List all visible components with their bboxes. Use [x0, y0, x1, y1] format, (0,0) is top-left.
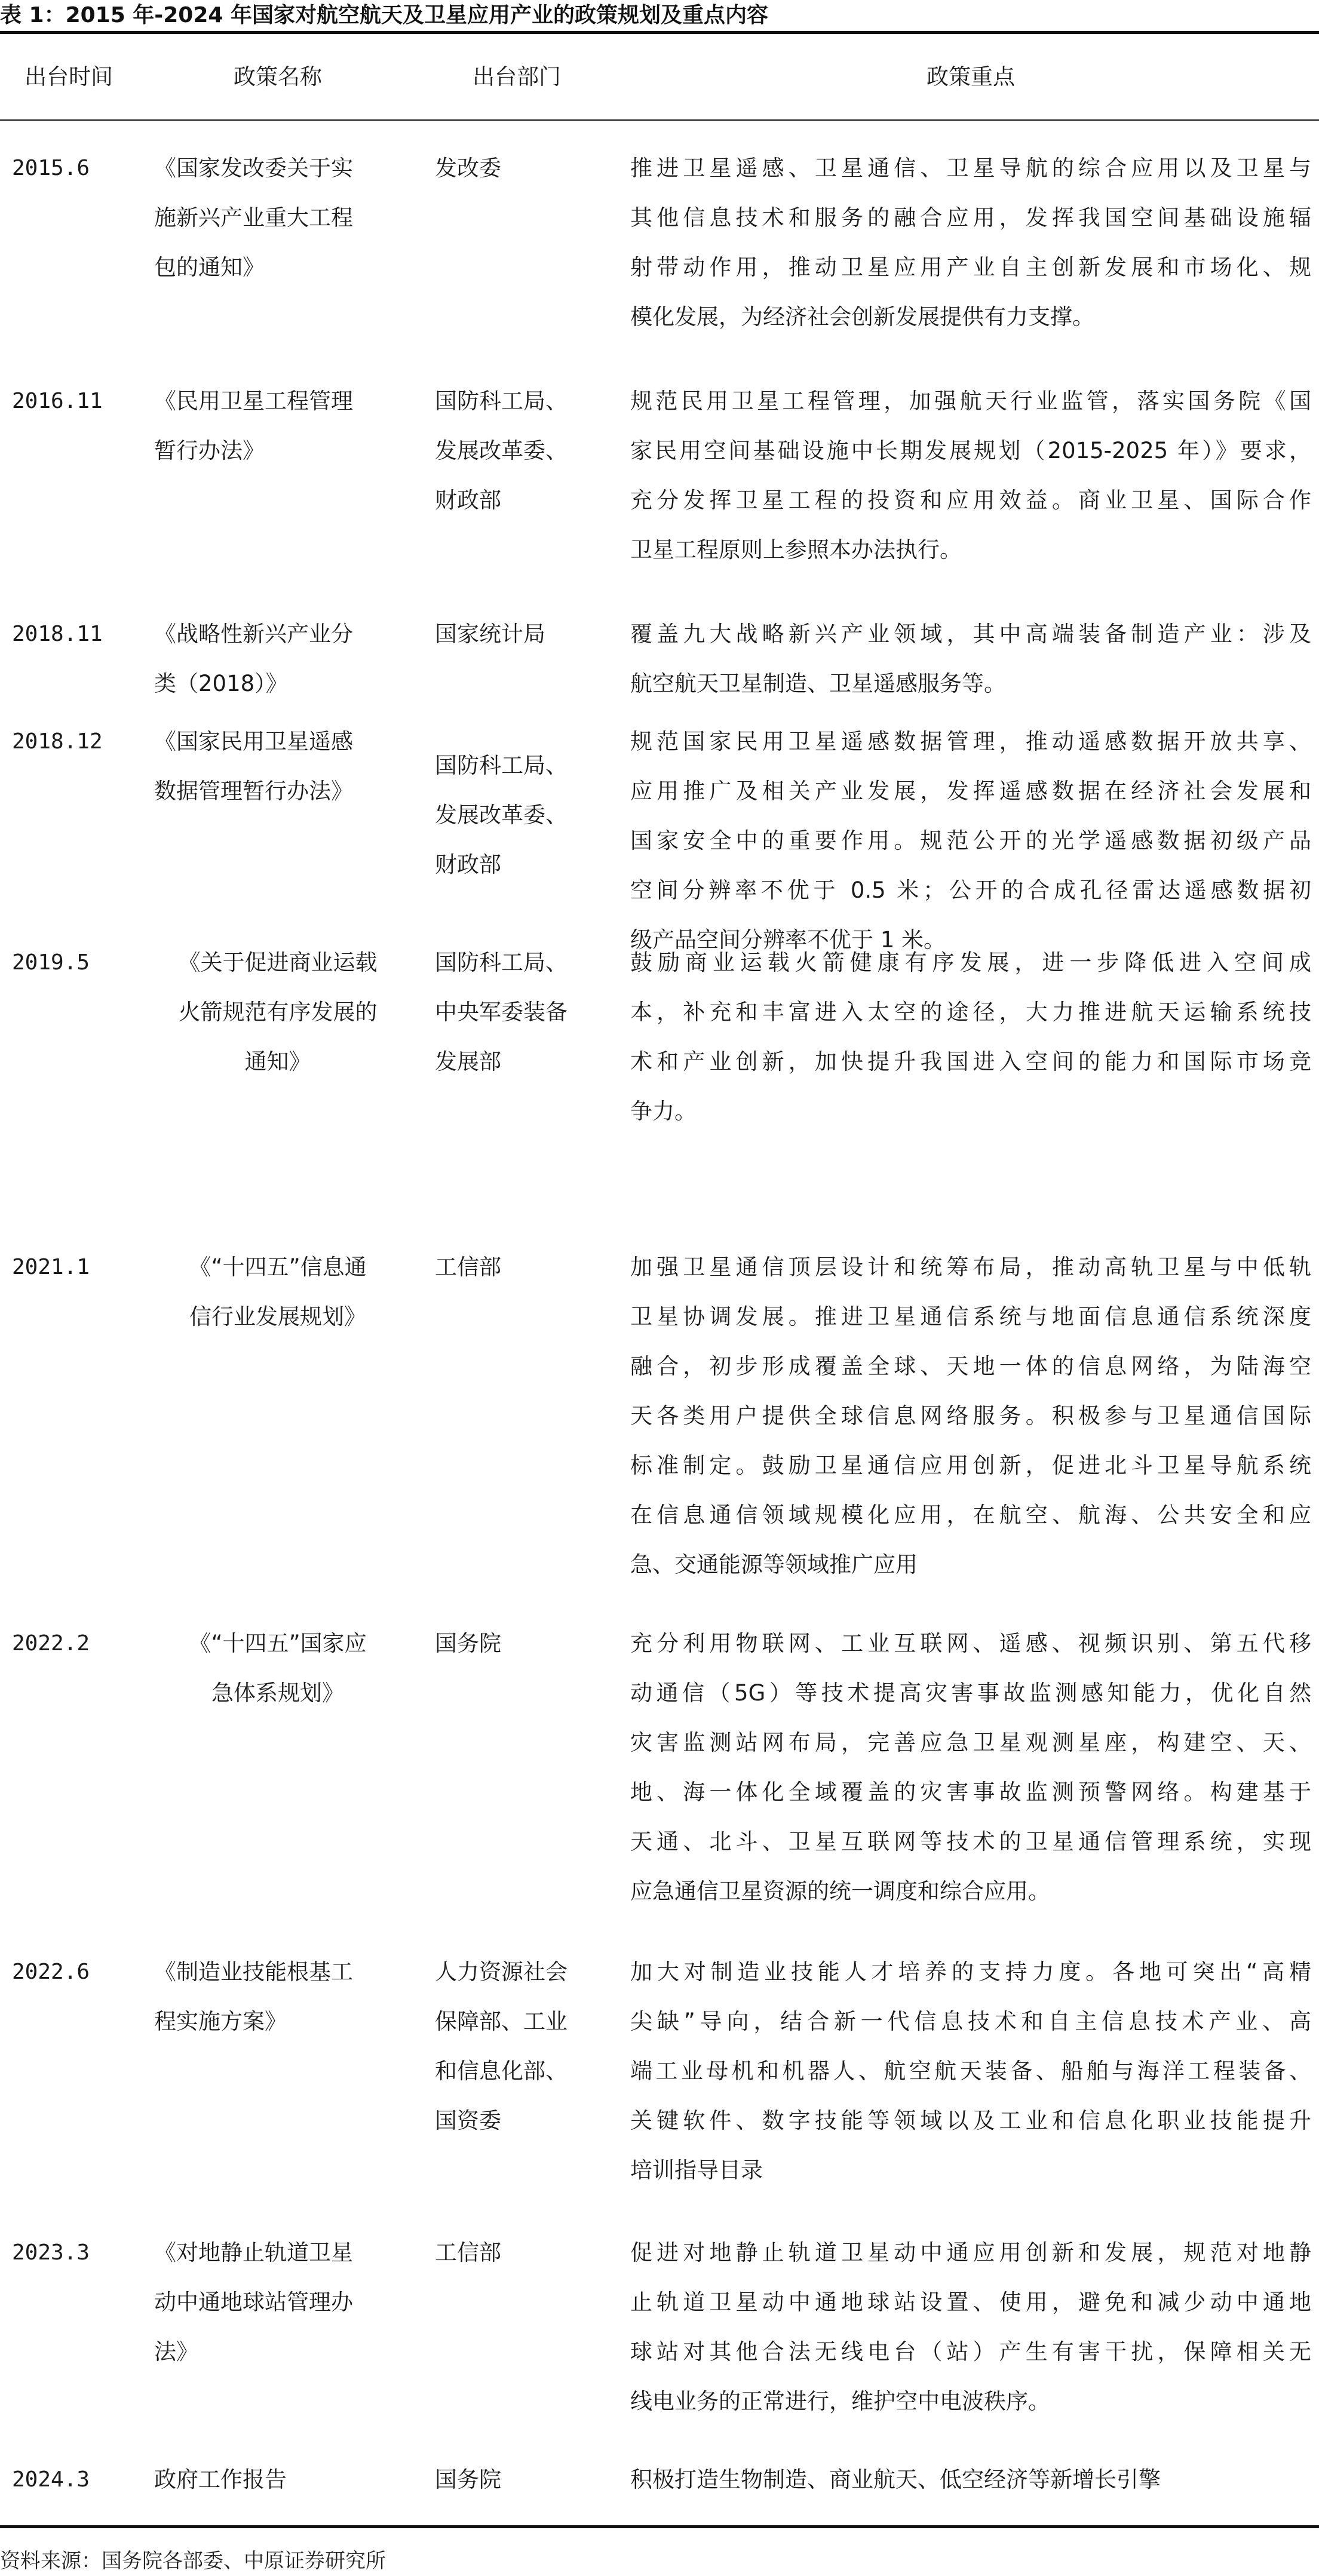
policy-key-line: 端工业母机和机器人、航空航天装备、船舶与海洋工程装备、 [630, 2058, 1311, 2084]
policy-name-line: 通知》 [244, 1049, 311, 1074]
policy-name-line: 《民用卫星工程管理 [154, 388, 353, 414]
policy-date: 2016.11 [12, 389, 103, 413]
policy-department [435, 938, 614, 1086]
policy-key-line: 急、交通能源等领域推广应用 [630, 1552, 918, 1577]
policy-key-line: 促进对地静止轨道卫星动中通应用创新和发展，规范对地静 [630, 2240, 1311, 2265]
bottom-rule [0, 2525, 1319, 2528]
policy-name-line: 急体系规划》 [211, 1680, 344, 1706]
policy-key-line: 培训指导目录 [630, 2157, 763, 2183]
policy-key-line: 应用推广及相关产业发展，发挥遥感数据在经济社会发展和 [630, 778, 1311, 804]
header-date: 出台时间 [24, 64, 113, 90]
policy-department-line: 国防科工局、 [435, 753, 568, 778]
policy-key-points [630, 1947, 1311, 2195]
policy-key-points [630, 1242, 1311, 1589]
policy-department [435, 2228, 614, 2277]
policy-key-points [630, 376, 1311, 575]
policy-name-line: 《制造业技能根基工 [154, 1959, 353, 1985]
policy-department-line: 保障部、工业 [435, 2009, 568, 2034]
policy-name-line: 程实施方案》 [154, 2009, 287, 2034]
policy-department-line: 人力资源社会 [435, 1959, 568, 1985]
policy-key-line: 灾害监测站网布局，完善应急卫星观测星座，构建空、天、 [630, 1730, 1311, 1755]
policy-name [154, 2228, 393, 2377]
policy-name-line: 信行业发展规划》 [189, 1304, 366, 1330]
policy-department-line: 国资委 [435, 2108, 501, 2133]
policy-key-line: 止轨道卫星动中通地球站设置、使用，避免和减少动中通地 [630, 2289, 1311, 2315]
policy-department-line: 财政部 [435, 487, 501, 513]
policy-name-line: 施新兴产业重大工程 [154, 205, 353, 231]
policy-key-points [630, 938, 1311, 1136]
policy-date: 2021.1 [12, 1255, 90, 1279]
policy-key-points [630, 609, 1311, 708]
policy-key-line: 级产品空间分辨率不优于 1 米。 [630, 927, 946, 953]
policy-key-line: 标准制定。鼓励卫星通信应用创新，促进北斗卫星导航系统 [630, 1453, 1311, 1478]
policy-key-line: 术和产业创新，加快提升我国进入空间的能力和国际市场竞 [630, 1049, 1311, 1074]
policy-department-line: 工信部 [435, 2240, 501, 2265]
policy-key-line: 线电业务的正常进行，维护空中电波秩序。 [630, 2388, 1050, 2414]
header-name: 政策名称 [234, 64, 322, 90]
policy-key-line: 鼓励商业运载火箭健康有序发展，进一步降低进入空间成 [630, 950, 1311, 975]
policy-key-line: 模化发展，为经济社会创新发展提供有力支撑。 [630, 304, 1094, 330]
policy-key-line: 加大对制造业技能人才培养的支持力度。各地可突出“高精 [630, 1959, 1311, 1985]
policy-department-line: 发展部 [435, 1049, 501, 1074]
policy-name [149, 1619, 406, 1718]
policy-name-line: 类（2018）》 [154, 671, 288, 696]
policy-date: 2022.2 [12, 1631, 90, 1656]
policy-key-line: 航空航天卫星制造、卫星遥感服务等。 [630, 671, 1006, 696]
policy-department-line: 国务院 [435, 2467, 501, 2492]
policy-name-line: 《国家民用卫星遥感 [154, 729, 353, 754]
policy-key-line: 卫星协调发展。推进卫星通信系统与地面信息通信系统深度 [630, 1304, 1311, 1330]
policy-key-line: 融合，初步形成覆盖全球、天地一体的信息网络，为陆海空 [630, 1353, 1311, 1379]
policy-key-points [630, 2228, 1311, 2426]
policy-name-line: 《“十四五”国家应 [189, 1631, 367, 1656]
policy-department-line: 发改委 [435, 155, 501, 181]
policy-department [435, 741, 614, 889]
policy-date: 2024.3 [12, 2467, 90, 2492]
policy-name-line: 数据管理暂行办法》 [154, 778, 353, 804]
policy-name-line: 包的通知》 [154, 254, 265, 280]
policy-date: 2015.6 [12, 156, 90, 180]
policy-key-points [630, 143, 1311, 342]
policy-key-line: 充分发挥卫星工程的投资和应用效益。商业卫星、国际合作 [630, 487, 1311, 513]
policy-department-line: 国防科工局、 [435, 388, 568, 414]
policy-date: 2018.11 [12, 622, 103, 646]
policy-name-line: 《对地静止轨道卫星 [154, 2240, 353, 2265]
policy-department-line: 工信部 [435, 1254, 501, 1280]
policy-name-line: 法》 [154, 2339, 198, 2365]
policy-name [154, 1947, 393, 2046]
policy-key-line: 在信息通信领域规模化应用，在航空、航海、公共安全和应 [630, 1502, 1311, 1528]
policy-date: 2022.6 [12, 1960, 90, 1984]
policy-key-line: 争力。 [630, 1098, 697, 1124]
policy-department-line: 国防科工局、 [435, 950, 568, 975]
policy-key-line: 球站对其他合法无线电台（站）产生有害干扰，保障相关无 [630, 2339, 1311, 2365]
policy-date: 2023.3 [12, 2240, 90, 2265]
policy-department-line: 财政部 [435, 852, 501, 877]
policy-key-points [630, 717, 1311, 965]
policy-department-line: 国家统计局 [435, 621, 545, 647]
top-rule [0, 31, 1319, 34]
header-key: 政策重点 [927, 64, 1015, 90]
policy-key-line: 国家安全中的重要作用。规范公开的光学遥感数据初级产品 [630, 828, 1311, 853]
policy-key-line: 充分利用物联网、工业互联网、遥感、视频识别、第五代移 [630, 1631, 1311, 1656]
policy-department-line: 国务院 [435, 1631, 501, 1656]
policy-key-line: 关键软件、数字技能等领域以及工业和信息化职业技能提升 [630, 2108, 1311, 2133]
policy-department-line: 发展改革委、 [435, 802, 568, 828]
header-dept: 出台部门 [473, 64, 561, 90]
policy-name-line: 《“十四五”信息通 [189, 1254, 367, 1280]
policy-key-line: 天各类用户提供全球信息网络服务。积极参与卫星通信国际 [630, 1403, 1311, 1429]
policy-name-line: 动中通地球站管理办 [154, 2289, 353, 2315]
policy-department-line: 和信息化部、 [435, 2058, 568, 2084]
policy-name-line: 《关于促进商业运载 [178, 950, 378, 975]
policy-key-line: 动通信（5G）等技术提高灾害事故监测感知能力，优化自然 [630, 1680, 1311, 1706]
policy-name [154, 376, 393, 475]
policy-key-line: 其他信息技术和服务的融合应用，发挥我国空间基础设施辐 [630, 205, 1311, 231]
policy-key-line: 天通、北斗、卫星互联网等技术的卫星通信管理系统，实现 [630, 1829, 1311, 1855]
policy-key-line: 地、海一体化全域覆盖的灾害事故监测预警网络。构建基于 [630, 1779, 1311, 1805]
header-rule [0, 119, 1319, 121]
policy-name [154, 717, 393, 816]
policy-department [435, 1619, 614, 1668]
policy-key-points [630, 2455, 1311, 2504]
policy-department [435, 2455, 614, 2504]
policy-name [149, 938, 406, 1086]
policy-key-line: 尖缺”导向，结合新一代信息技术和自主信息技术产业、高 [630, 2009, 1311, 2034]
policy-key-line: 卫星工程原则上参照本办法执行。 [630, 537, 962, 563]
policy-key-line: 加强卫星通信顶层设计和统筹布局，推动高轨卫星与中低轨 [630, 1254, 1311, 1280]
policy-name [154, 2455, 393, 2504]
policy-name [154, 609, 393, 708]
policy-key-line: 射带动作用，推动卫星应用产业自主创新发展和市场化、规 [630, 254, 1311, 280]
policy-department [435, 1242, 614, 1292]
policy-key-line: 覆盖九大战略新兴产业领域，其中高端装备制造产业：涉及 [630, 621, 1311, 647]
policy-department-line: 中央军委装备 [435, 999, 568, 1025]
policy-key-line: 空间分辨率不优于 0.5 米；公开的合成孔径雷达遥感数据初 [630, 877, 1311, 903]
policy-key-line: 应急通信卫星资源的统一调度和综合应用。 [630, 1878, 1050, 1904]
policy-key-line: 家民用空间基础设施中长期发展规划（2015-2025 年）》要求， [630, 438, 1311, 463]
policy-date: 2018.12 [12, 729, 103, 754]
policy-name [149, 1242, 406, 1341]
policy-department [435, 376, 614, 525]
policy-name-line: 《国家发改委关于实 [154, 155, 353, 181]
policy-department-line: 发展改革委、 [435, 438, 568, 463]
policy-name-line: 火箭规范有序发展的 [178, 999, 378, 1025]
policy-key-line: 积极打造生物制造、商业航天、低空经济等新增长引擎 [630, 2467, 1161, 2492]
source-note: 资料来源：国务院各部委、中原证券研究所 [0, 2549, 386, 2573]
table-header [0, 35, 1319, 119]
policy-department [435, 143, 614, 193]
policy-name-line: 政府工作报告 [154, 2467, 287, 2492]
policy-key-line: 推进卫星遥感、卫星通信、卫星导航的综合应用以及卫星与 [630, 155, 1311, 181]
policy-date: 2019.5 [12, 950, 90, 975]
policy-key-line: 规范民用卫星工程管理，加强航天行业监管，落实国务院《国 [630, 388, 1311, 414]
policy-key-points [630, 1619, 1311, 1916]
policy-name-line: 暂行办法》 [154, 438, 265, 463]
policy-name [154, 143, 393, 292]
policy-department [435, 609, 614, 659]
policy-name-line: 《战略性新兴产业分 [154, 621, 353, 647]
policy-key-line: 本，补充和丰富进入太空的途径，大力推进航天运输系统技 [630, 999, 1311, 1025]
table-title: 表 1：2015 年-2024 年国家对航空航天及卫星应用产业的政策规划及重点内容 [0, 3, 768, 27]
policy-key-line: 规范国家民用卫星遥感数据管理，推动遥感数据开放共享、 [630, 729, 1311, 754]
policy-department [435, 1947, 614, 2145]
